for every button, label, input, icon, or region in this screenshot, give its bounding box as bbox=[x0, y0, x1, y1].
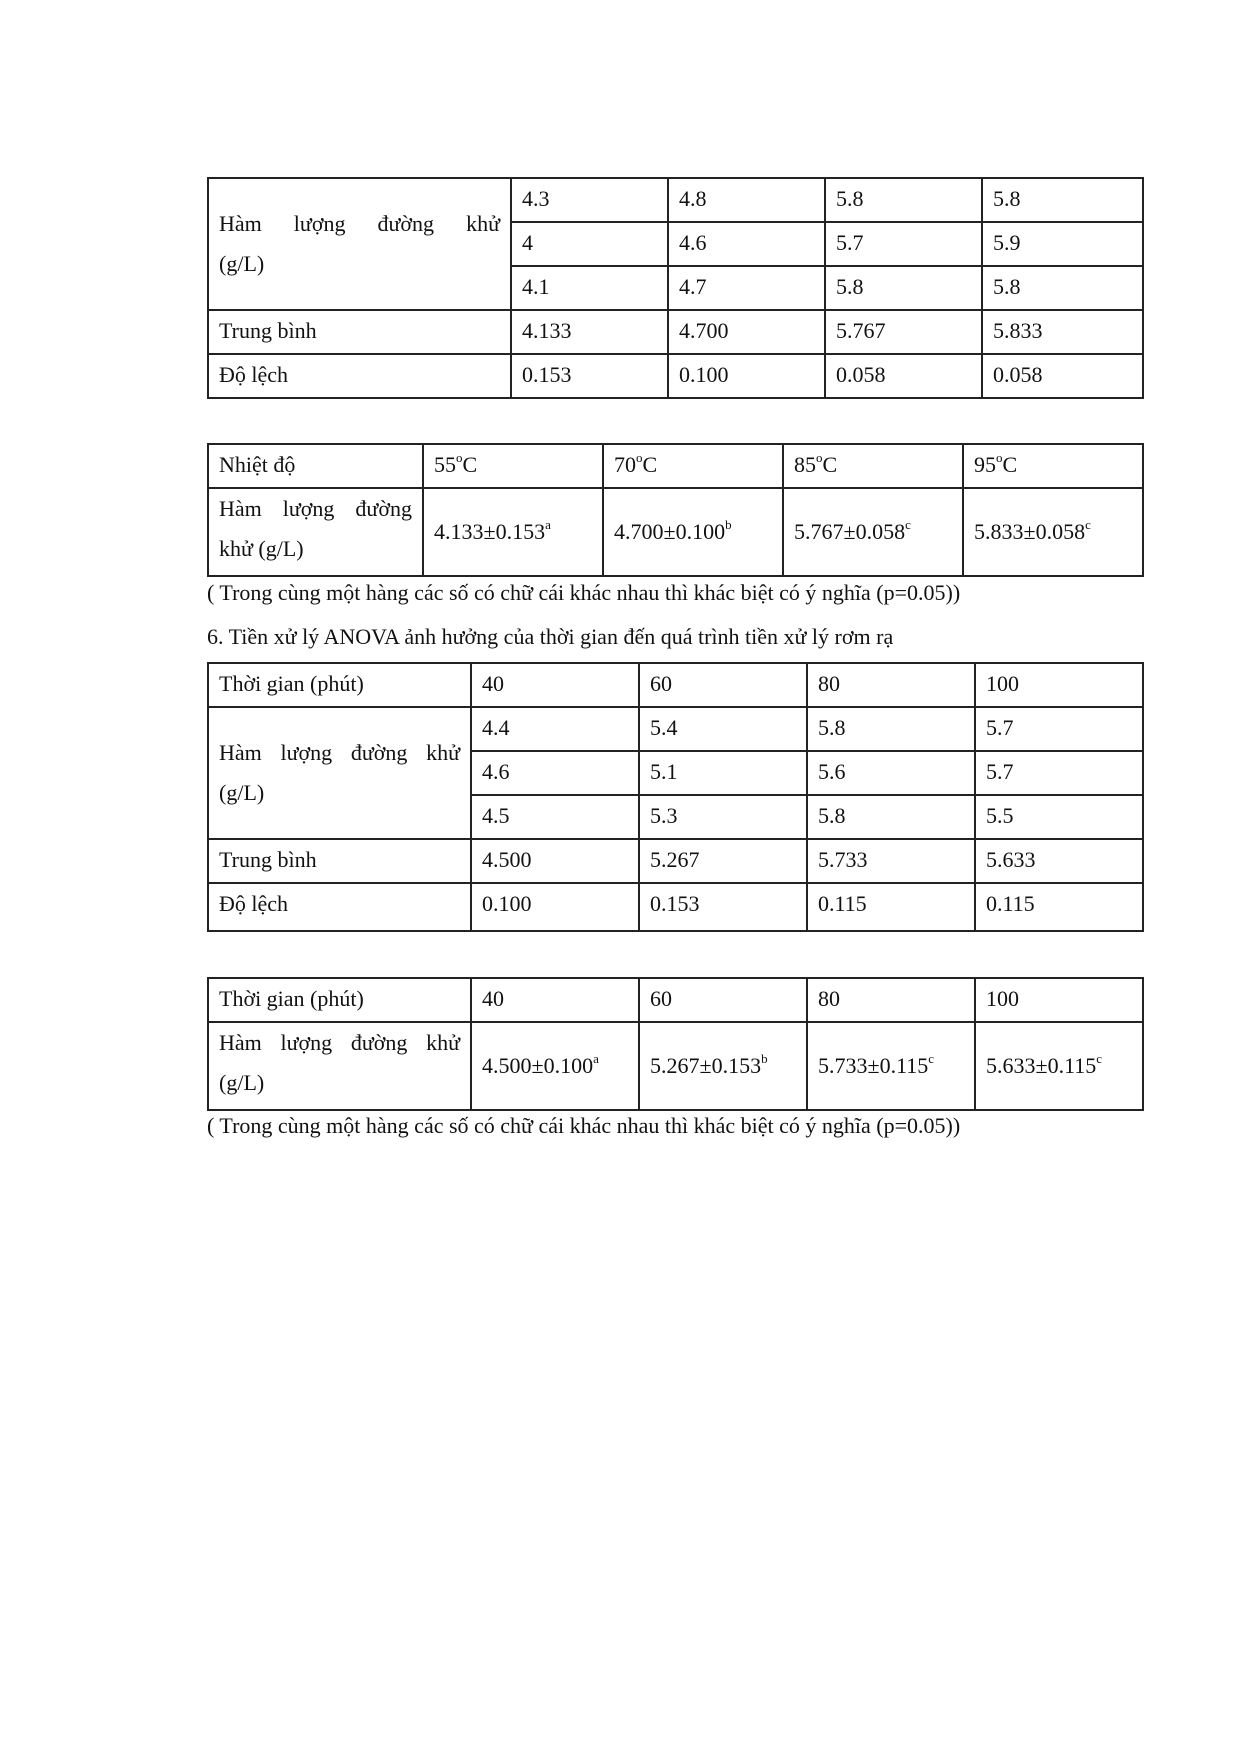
table-cell: 4 bbox=[511, 222, 668, 266]
summary-value: 5.733±0.115$^c$ bbox=[807, 1022, 975, 1110]
sd-cell: 0.153 bbox=[511, 354, 668, 398]
summary-value: 5.267±0.153$^b$ bbox=[639, 1022, 807, 1110]
table-cell: 5.9 bbox=[982, 222, 1143, 266]
table-cell: 5.8 bbox=[982, 178, 1143, 222]
reducing-sugar-label: Hàm lượng đường khử (g/L) bbox=[208, 707, 471, 839]
sd-cell: 0.100 bbox=[471, 883, 639, 931]
summary-value: 5.633±0.115$^c$ bbox=[975, 1022, 1143, 1110]
sd-cell: 0.115 bbox=[975, 883, 1143, 931]
time-header: 80 bbox=[807, 663, 975, 707]
summary-value: 5.833±0.058$^c$ bbox=[963, 488, 1143, 576]
table-cell: 5.8 bbox=[807, 707, 975, 751]
table-cell: 5.8 bbox=[982, 266, 1143, 310]
mean-cell: 5.633 bbox=[975, 839, 1143, 883]
table-cell: 5.6 bbox=[807, 751, 975, 795]
table-cell: 5.7 bbox=[825, 222, 982, 266]
reducing-sugar-label: Hàm lượng đường khử (g/L) bbox=[208, 488, 423, 576]
sd-label: Độ lệch bbox=[208, 354, 511, 398]
time-header-label: Thời gian (phút) bbox=[208, 663, 471, 707]
temperature-header: 55$^o$C bbox=[423, 444, 603, 488]
time-header: 40 bbox=[471, 663, 639, 707]
sd-label: Độ lệch bbox=[208, 883, 471, 931]
table-cell: 4.4 bbox=[471, 707, 639, 751]
mean-cell: 4.700 bbox=[668, 310, 825, 354]
mean-label: Trung bình bbox=[208, 839, 471, 883]
sd-cell: 0.100 bbox=[668, 354, 825, 398]
table-cell: 5.1 bbox=[639, 751, 807, 795]
time-header: 100 bbox=[975, 978, 1143, 1022]
sd-cell: 0.058 bbox=[982, 354, 1143, 398]
table-cell: 4.3 bbox=[511, 178, 668, 222]
sd-cell: 0.153 bbox=[639, 883, 807, 931]
time-summary-table bbox=[207, 977, 1144, 1111]
time-header: 100 bbox=[975, 663, 1143, 707]
time-header: 40 bbox=[471, 978, 639, 1022]
summary-value: 4.133±0.153$^a$ bbox=[423, 488, 603, 576]
table-cell: 5.7 bbox=[975, 751, 1143, 795]
sd-cell: 0.058 bbox=[825, 354, 982, 398]
table-cell: 4.7 bbox=[668, 266, 825, 310]
time-header: 80 bbox=[807, 978, 975, 1022]
temperature-header: 95$^o$C bbox=[963, 444, 1143, 488]
sd-cell: 0.115 bbox=[807, 883, 975, 931]
time-header: 60 bbox=[639, 663, 807, 707]
table-cell: 5.8 bbox=[825, 266, 982, 310]
temperature-header: 70$^o$C bbox=[603, 444, 783, 488]
table-cell: 5.8 bbox=[825, 178, 982, 222]
temperature-header-label: Nhiệt độ bbox=[208, 444, 423, 488]
mean-label: Trung bình bbox=[208, 310, 511, 354]
table-cell: 4.5 bbox=[471, 795, 639, 839]
section-heading: 6. Tiền xử lý ANOVA ảnh hưởng của thời gian đến quá trình tiền xử lý rơm rạ bbox=[207, 624, 894, 649]
table-cell: 5.8 bbox=[807, 795, 975, 839]
temperature-replicates-table bbox=[207, 177, 1144, 399]
mean-cell: 5.767 bbox=[825, 310, 982, 354]
mean-cell: 4.500 bbox=[471, 839, 639, 883]
table-cell: 4.6 bbox=[668, 222, 825, 266]
temperature-header: 85$^o$C bbox=[783, 444, 963, 488]
table-cell: 5.5 bbox=[975, 795, 1143, 839]
time-replicates-table bbox=[207, 662, 1144, 932]
summary-value: 4.500±0.100$^a$ bbox=[471, 1022, 639, 1110]
table-cell: 4.1 bbox=[511, 266, 668, 310]
mean-cell: 5.733 bbox=[807, 839, 975, 883]
significance-note: ( Trong cùng một hàng các số có chữ cái khác nhau thì khác biệt có ý nghĩa (p=0.05)) bbox=[207, 580, 961, 605]
time-header-label: Thời gian (phút) bbox=[208, 978, 471, 1022]
reducing-sugar-label: Hàm lượng đường khử (g/L) bbox=[208, 1022, 471, 1110]
table-cell: 5.7 bbox=[975, 707, 1143, 751]
temperature-summary-table bbox=[207, 443, 1144, 577]
table-cell: 4.8 bbox=[668, 178, 825, 222]
mean-cell: 4.133 bbox=[511, 310, 668, 354]
summary-value: 4.700±0.100$^b$ bbox=[603, 488, 783, 576]
table-cell: 5.3 bbox=[639, 795, 807, 839]
time-header: 60 bbox=[639, 978, 807, 1022]
summary-value: 5.767±0.058$^c$ bbox=[783, 488, 963, 576]
significance-note: ( Trong cùng một hàng các số có chữ cái khác nhau thì khác biệt có ý nghĩa (p=0.05)) bbox=[207, 1113, 961, 1138]
table-cell: 4.6 bbox=[471, 751, 639, 795]
mean-cell: 5.833 bbox=[982, 310, 1143, 354]
reducing-sugar-label: Hàm lượng đường khử (g/L) bbox=[208, 178, 511, 310]
mean-cell: 5.267 bbox=[639, 839, 807, 883]
table-cell: 5.4 bbox=[639, 707, 807, 751]
